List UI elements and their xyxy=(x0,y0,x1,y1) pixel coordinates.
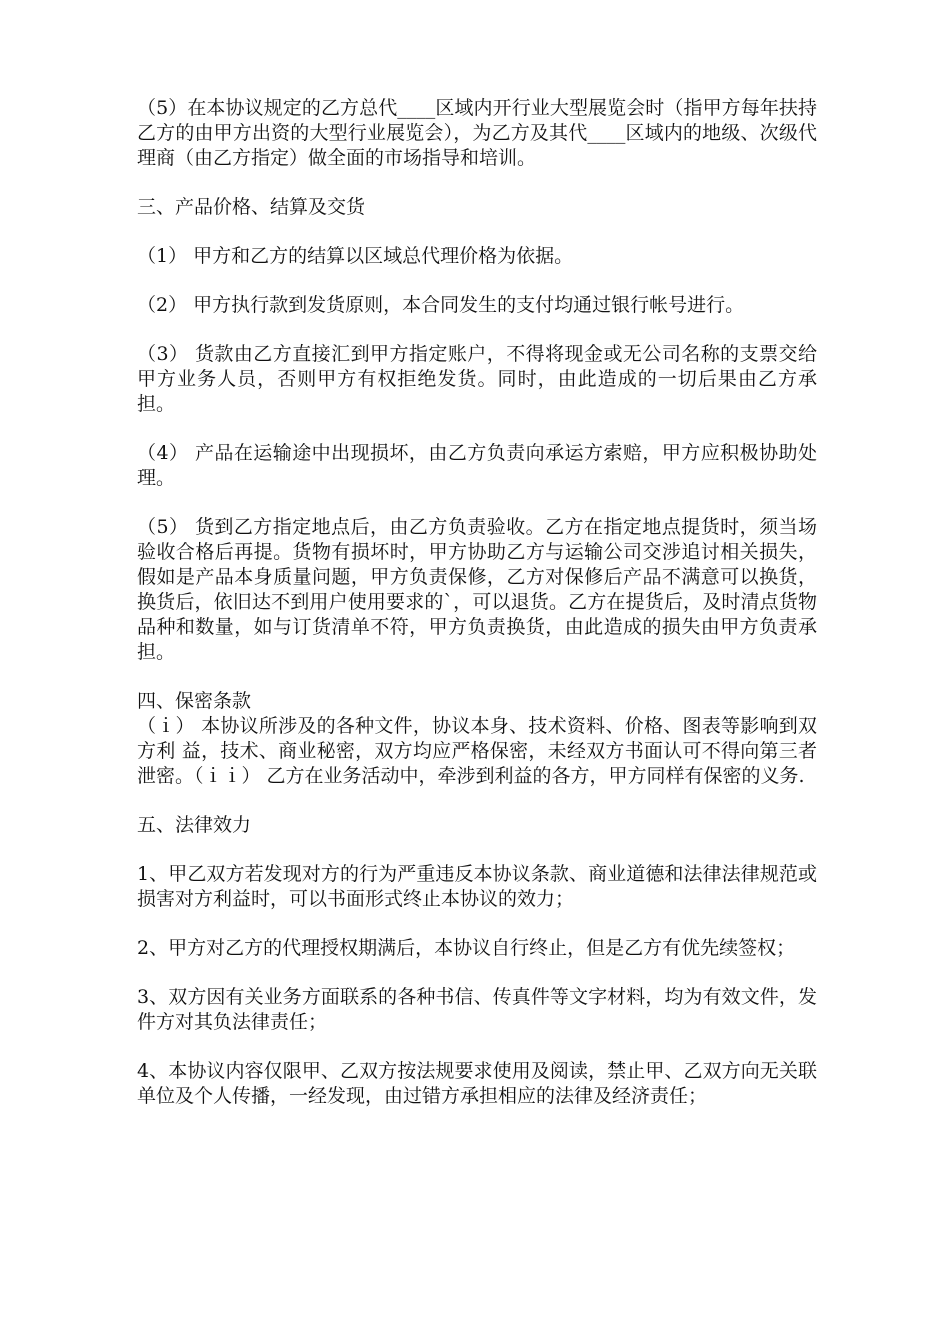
clause-3-3-paragraph: （3） 货款由乙方直接汇到甲方指定账户，不得将现金或无公司名称的支票交给甲方业务人员，否则甲方有权拒绝发货。同时，由此造成的一切后果由乙方承担。 xyxy=(137,343,817,415)
section-3-heading: 三、产品价格、结算及交货 xyxy=(137,196,366,218)
clause-5-2-paragraph: 2、甲方对乙方的代理授权期满后，本协议自行终止，但是乙方有优先续签权； xyxy=(137,937,796,959)
section-5-heading: 五、法律效力 xyxy=(137,814,252,836)
section-4-heading: 四、保密条款 xyxy=(137,690,252,712)
clause-2-5-paragraph: （5）在本协议规定的乙方总代____区域内开行业大型展览会时（指甲方每年扶持乙方的由甲方出资的大型行业展览会），为乙方及其代____区域内的地级、次级代理商（由乙方指定）做全面的市场指导和培训。 xyxy=(137,97,817,169)
clause-4-paragraph: （ｉ） 本协议所涉及的各种文件，协议本身、技术资料、价格、图表等影响到双方利 益，技术、商业秘密，双方均应严格保密，未经双方书面认可不得向第三者泄密。（ｉｉ） 乙方在业务活动中，牵涉到利益的各方，甲方同样有保密的义务. xyxy=(137,715,817,787)
clause-5-3-paragraph: 3、双方因有关业务方面联系的各种书信、传真件等文字材料，均为有效文件，发件方对其负法律责任； xyxy=(137,986,817,1033)
clause-3-2-paragraph: （2） 甲方执行款到发货原则，本合同发生的支付均通过银行帐号进行。 xyxy=(137,294,745,316)
clause-5-4-paragraph: 4、本协议内容仅限甲、乙双方按法规要求使用及阅读，禁止甲、乙双方向无关联单位及个人传播，一经发现，由过错方承担相应的法律及经济责任； xyxy=(137,1060,817,1107)
clause-3-1-paragraph: （1） 甲方和乙方的结算以区域总代理价格为依据。 xyxy=(137,245,574,267)
document-page xyxy=(137,96,817,1133)
clause-5-1-paragraph: 1、甲乙双方若发现对方的行为严重违反本协议条款、商业道德和法律法律规范或损害对方利益时，可以书面形式终止本协议的效力； xyxy=(137,863,817,910)
clause-3-5-paragraph: （5） 货到乙方指定地点后，由乙方负责验收。乙方在指定地点提货时，须当场验收合格后再提。货物有损坏时，甲方协助乙方与运输公司交涉追讨相关损失，假如是产品本身质量问题，甲方负责保修，乙方对保修后产品不满意可以换货，换货后，依旧达不到用户使用要求的`，可以退货。乙方在提货后，及时清点货物品种和数量，如与订货清单不符，甲方负责换货，由此造成的损失由甲方负责承担。 xyxy=(137,516,817,663)
clause-3-4-paragraph: （4） 产品在运输途中出现损坏，由乙方负责向承运方索赔，甲方应积极协助处理。 xyxy=(137,442,817,489)
